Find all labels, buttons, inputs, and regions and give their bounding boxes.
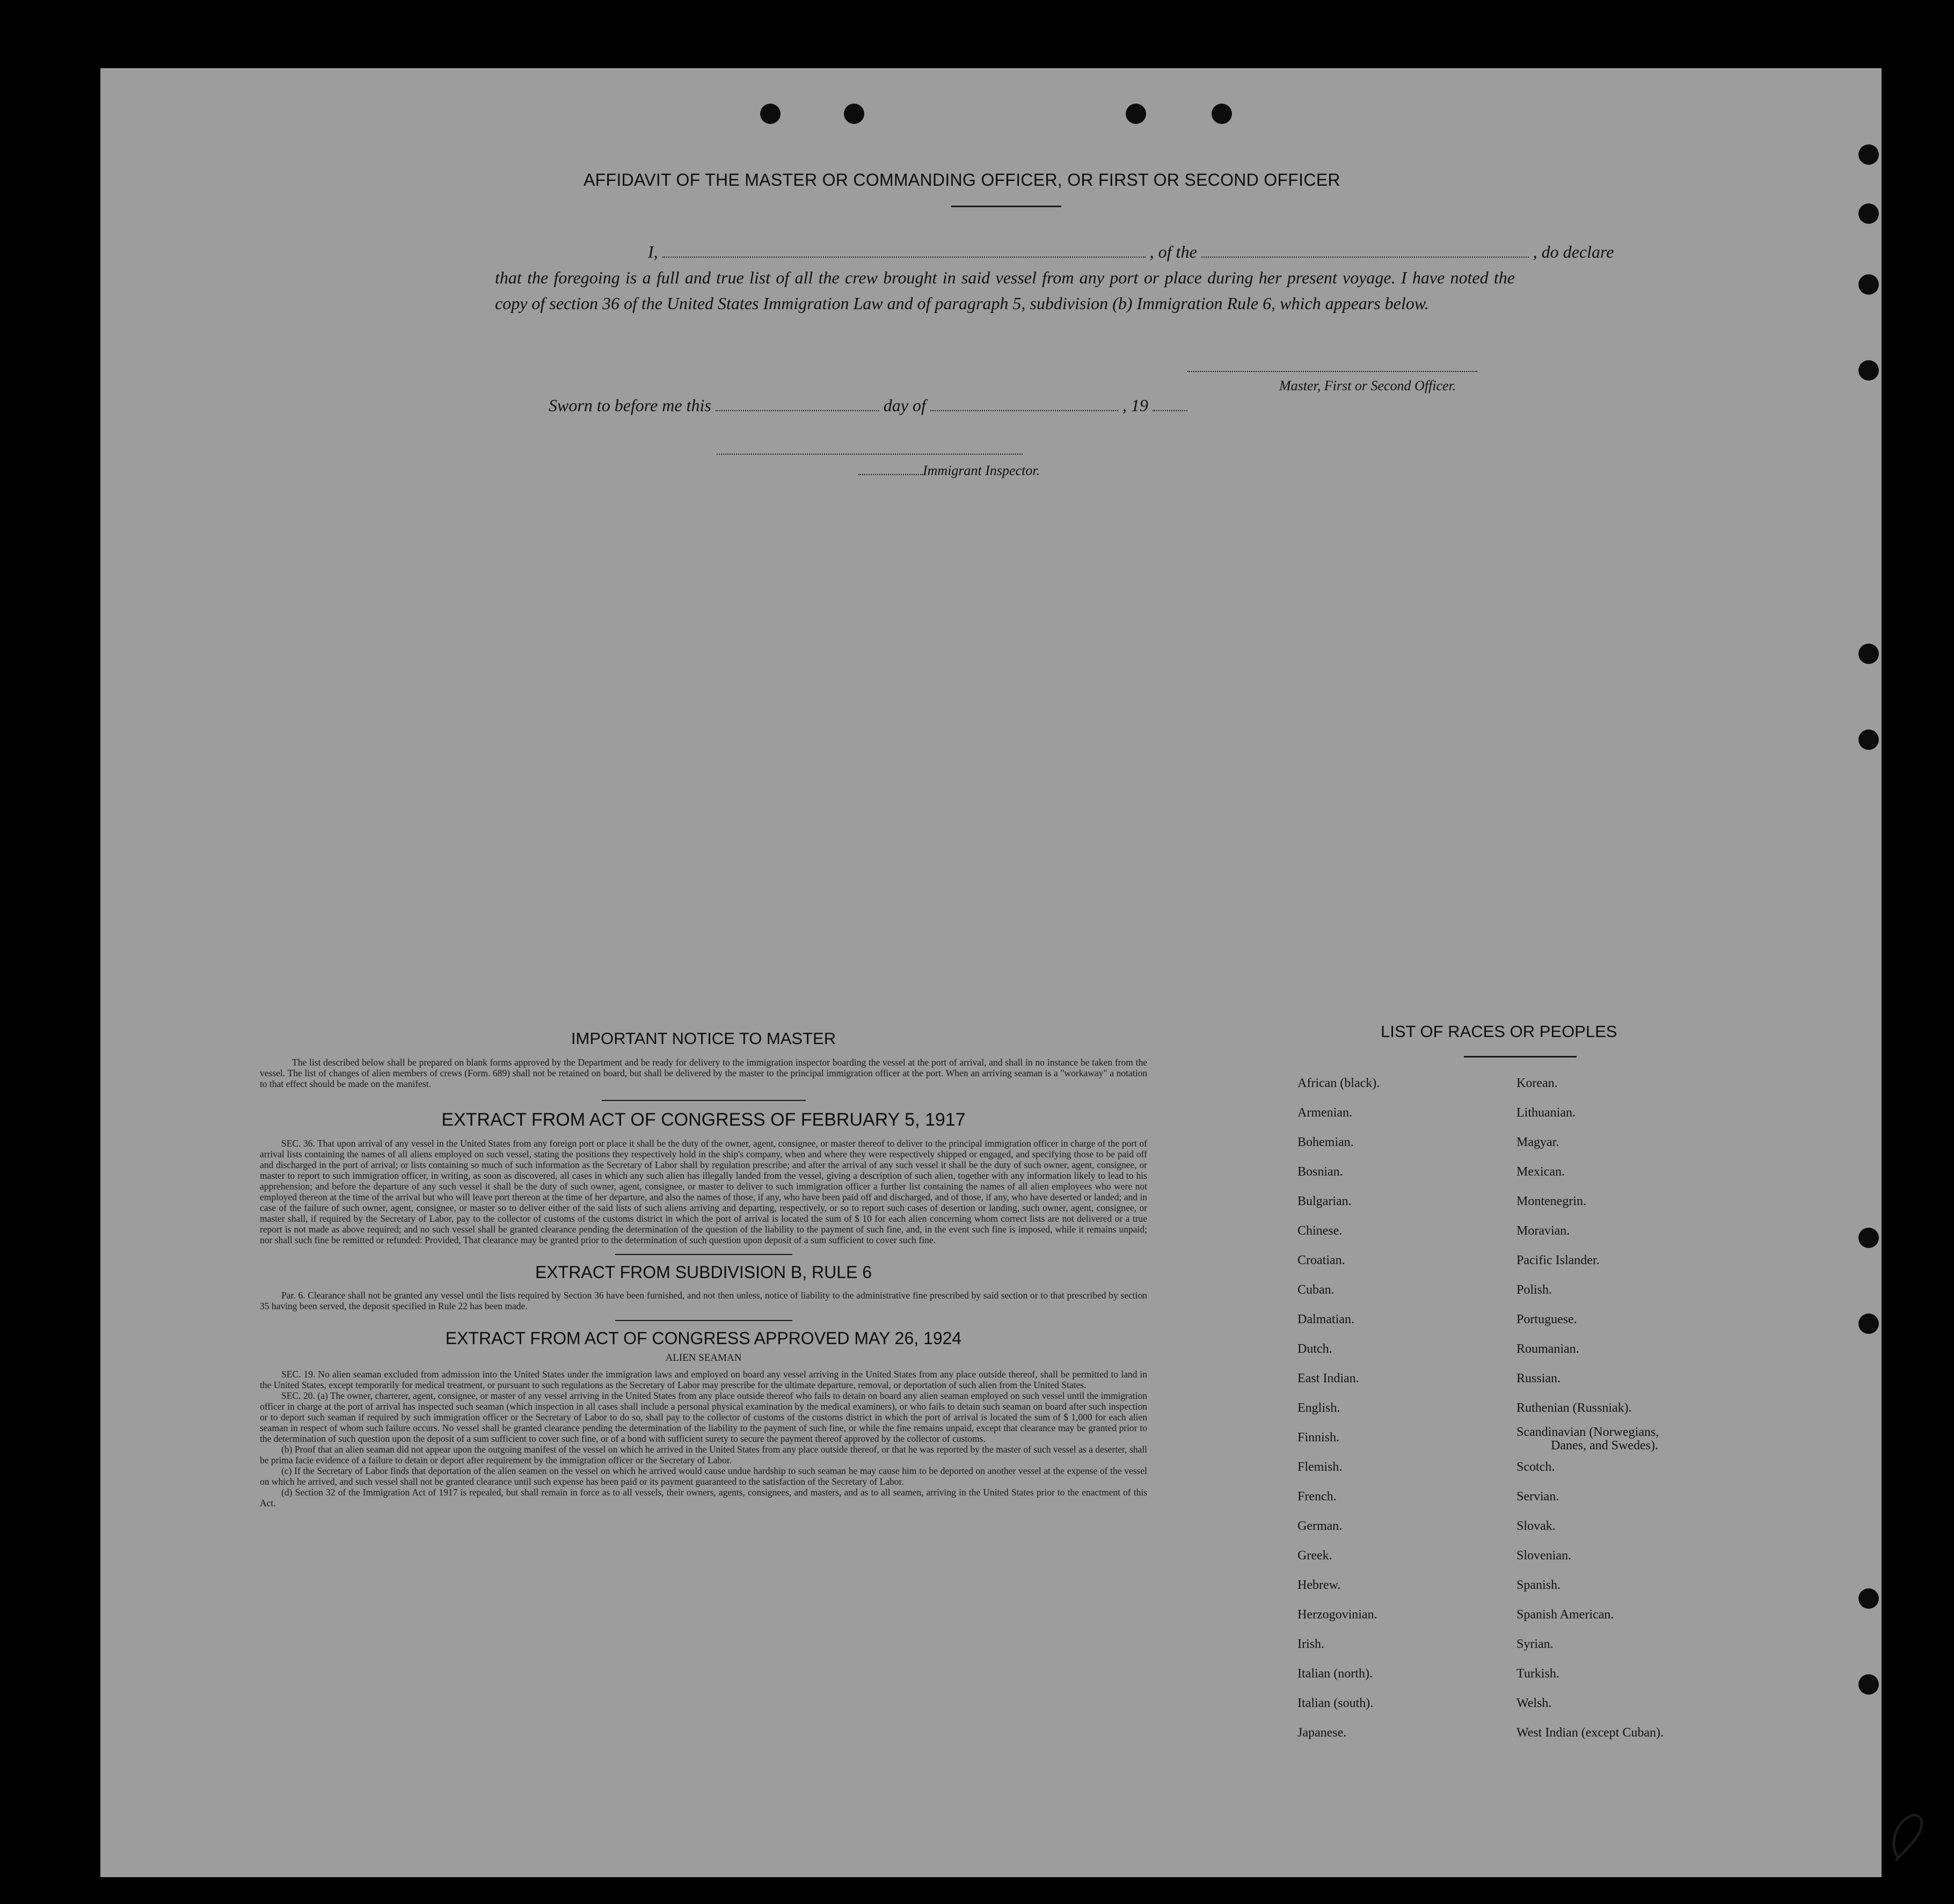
- race-item: Montenegrin.: [1516, 1194, 1586, 1208]
- race-item: Slovenian.: [1516, 1549, 1571, 1563]
- sworn-day-of: day of: [883, 396, 926, 415]
- inspector-signature-label: [858, 458, 1040, 484]
- declaration-of-the: , of the: [1149, 242, 1197, 261]
- race-item: Finnish.: [1297, 1431, 1340, 1445]
- races-right-column: [1516, 1076, 1763, 1833]
- legal-notices-column: [260, 1018, 1147, 1508]
- declaration-declare: , do declare: [1533, 242, 1614, 261]
- master-signature-line[interactable]: [1187, 371, 1477, 372]
- declaration-body: that the foregoing is a full and true list of all the crew brought in said vessel from any port or place during her present voyage. I have noted the copy of section 36 of the United States Immigration Law and of paragraph 5, subdivision (b) Immigration Rule 6, which appears below.: [495, 268, 1515, 313]
- race-item: Hebrew.: [1297, 1578, 1341, 1592]
- race-item: Polish.: [1516, 1283, 1552, 1297]
- extract-1924-subtitle: ALIEN SEAMAN: [665, 1352, 742, 1363]
- race-item: Irish.: [1297, 1637, 1324, 1651]
- master-signature-label: Master, First or Second Officer.: [1279, 378, 1456, 393]
- race-item: Portuguese.: [1516, 1312, 1577, 1326]
- race-item: German.: [1297, 1519, 1343, 1533]
- race-item: English.: [1297, 1401, 1340, 1415]
- race-item: Italian (south).: [1297, 1696, 1374, 1710]
- race-item: Dutch.: [1297, 1342, 1332, 1356]
- race-item: Lithuanian.: [1516, 1106, 1576, 1120]
- punch-hole: [1858, 644, 1879, 664]
- sworn-line: [549, 392, 1187, 418]
- sworn-year-field[interactable]: [1153, 410, 1187, 411]
- declaration-i: I,: [648, 242, 658, 261]
- race-item: Dalmatian.: [1297, 1312, 1354, 1326]
- race-item: Armenian.: [1297, 1106, 1352, 1120]
- notice-text: The list described below shall be prepared on blank forms approved by the Department and be ready for delivery to the immigration inspector boarding the vessel at the port of arrival, and shall in no instance be taken from the vessel. The list of changes of alien members of crews (Form. 689) shall not be retained on board, but shall be delivered by the master to the principal immigration officer at the port. When an arriving seaman is a "workaway" a notation to that effect should be made on the manifest.: [260, 1057, 1147, 1089]
- race-item: Moravian.: [1516, 1224, 1570, 1238]
- race-item: Herzogovinian.: [1297, 1608, 1377, 1622]
- extract-1917-title: EXTRACT FROM ACT OF CONGRESS OF FEBRUARY 5, 1917: [441, 1110, 966, 1130]
- sec20b-text: (b) Proof that an alien seaman did not appear upon the outgoing manifest of the vessel on which he arrived in the United States from any place outside thereof, or that he was reported by the master of such vessel as a deserter, shall be prima facie evidence of a failure to detain or deport after requirement by the immigration officer or the Secretary of Labor.: [260, 1444, 1147, 1465]
- section-divider: [615, 1320, 792, 1321]
- race-item: Spanish.: [1516, 1578, 1561, 1592]
- declaration-line: [549, 239, 1617, 265]
- punch-hole: [1858, 1674, 1879, 1695]
- race-item: Japanese.: [1297, 1726, 1347, 1740]
- race-item: Turkish.: [1516, 1667, 1559, 1681]
- punch-hole: [1858, 729, 1879, 750]
- race-item: African (black).: [1297, 1076, 1380, 1090]
- race-item: Greek.: [1297, 1549, 1332, 1563]
- race-item: Scotch.: [1516, 1460, 1555, 1474]
- vessel-field[interactable]: [1201, 257, 1529, 258]
- race-item: East Indian.: [1297, 1372, 1359, 1385]
- races-divider: [1464, 1056, 1577, 1057]
- sec19-text: SEC. 19. No alien seaman excluded from admission into the United States under the immigration laws and employed on board any vessel arriving in the United States from any place outside thereof, shall be permitted to land in the United States, except temporarily for medical treatment, or pursuant to such regulations as the Secretary of Labor may prescribe for the ultimate departure, removal, or deportation of such alien from the United States.: [260, 1369, 1147, 1390]
- race-item: Cuban.: [1297, 1283, 1335, 1297]
- race-item: Welsh.: [1516, 1696, 1552, 1710]
- punch-hole: [1212, 104, 1232, 124]
- sec20c-text: (c) If the Secretary of Labor finds that deportation of the alien seamen on the vessel on which he arrived would cause undue hardship to such seaman he may cause him to be deported on another vessel at the expense of the vessel on which he arrived, and such vessel shall not be granted clearance until such expense has been paid or its payment guaranteed to the satisfaction of the Secretary of Labor.: [260, 1465, 1147, 1487]
- sworn-month-field[interactable]: [930, 410, 1118, 411]
- race-item: Magyar.: [1516, 1135, 1559, 1149]
- race-item: Mexican.: [1516, 1165, 1565, 1179]
- section-divider: [615, 1254, 792, 1255]
- handwritten-mark: [1883, 1807, 1931, 1866]
- races-left-column: [1297, 1076, 1501, 1833]
- race-item: Syrian.: [1516, 1637, 1554, 1651]
- extract-1924-title: EXTRACT FROM ACT OF CONGRESS APPROVED MAY 26, 1924: [445, 1329, 962, 1348]
- document-page: [100, 68, 1882, 1877]
- race-item: Pacific Islander.: [1516, 1253, 1600, 1267]
- extract-rule6-text: Par. 6. Clearance shall not be granted any vessel until the lists required by Section 36 have been furnished, and not then unless, notice of liability to the administrative fine prescribed by said section or to that prescribed by section 35 having been served, the deposit specified in Rule 22 has been made.: [260, 1290, 1147, 1311]
- race-item: Italian (north).: [1297, 1667, 1373, 1681]
- race-item: Servian.: [1516, 1490, 1559, 1504]
- race-item: Scandinavian (Norwegians,: [1516, 1425, 1659, 1439]
- sec20a-text: SEC. 20. (a) The owner, charterer, agent, consignee, or master of any vessel arriving in the United States from any place outside thereof who fails to detain on board any alien seaman employed on such vessel until the immigration officer in charge at the port of arrival has inspected such seaman (which inspection in all cases shall include a personal physical examination by the medical examiners), or who fails to detain such seaman on board after such inspection or to deport such seaman if required by such immigration officer or the Secretary of Labor to do so, shall pay to the collector of customs of the customs district in which the port of arrival is located the sum of $ 1,000 for each alien seaman in respect of whom such failure occurs. No vessel shall be granted clearance pending the determination of the liability to the payment of such fine, or while the fine remains unpaid, except that clearance may be granted prior to the determination of such question upon the deposit of a sum sufficient to cover such fine, or of a bond with sufficient surety to secure the payment thereof approved by the collector of customs.: [260, 1390, 1147, 1444]
- race-item: Bosnian.: [1297, 1165, 1343, 1179]
- punch-hole: [1858, 1228, 1879, 1248]
- sworn-year: , 19: [1122, 396, 1148, 415]
- punch-hole: [1858, 203, 1879, 224]
- race-item: Croatian.: [1297, 1253, 1345, 1267]
- race-item: Danes, and Swedes).: [1551, 1439, 1658, 1453]
- punch-hole: [1858, 144, 1879, 165]
- inspector-label-text: Immigrant Inspector.: [923, 463, 1040, 478]
- race-item: Roumanian.: [1516, 1342, 1579, 1356]
- sworn-prefix: Sworn to before me this: [549, 396, 711, 415]
- race-item: Russian.: [1516, 1372, 1561, 1385]
- punch-hole: [1126, 104, 1146, 124]
- race-item: Ruthenian (Russniak).: [1516, 1401, 1632, 1415]
- race-item: West Indian (except Cuban).: [1516, 1726, 1664, 1740]
- sec20d-text: (d) Section 32 of the Immigration Act of 1917 is repealed, but shall remain in force as to all vessels, their owners, agents, consignees, and masters, and as to all seamen, arriving in the United States prior to the enactment of this Act.: [260, 1487, 1147, 1508]
- punch-hole: [1858, 360, 1879, 381]
- punch-hole: [760, 104, 781, 124]
- race-item: Bulgarian.: [1297, 1194, 1352, 1208]
- race-item: Bohemian.: [1297, 1135, 1354, 1149]
- punch-hole: [1858, 274, 1879, 295]
- race-item: Slovak.: [1516, 1519, 1556, 1533]
- race-item: Flemish.: [1297, 1460, 1343, 1474]
- title-divider: [951, 206, 1061, 207]
- notice-title: IMPORTANT NOTICE TO MASTER: [571, 1029, 836, 1048]
- races-title: LIST OF RACES OR PEOPLES: [1381, 1022, 1617, 1041]
- affidavit-title: AFFIDAVIT OF THE MASTER OR COMMANDING OFFICER, OR FIRST OR SECOND OFFICER: [584, 170, 1340, 189]
- race-item: Korean.: [1516, 1076, 1558, 1090]
- punch-hole: [1858, 1588, 1879, 1609]
- punch-hole: [1858, 1314, 1879, 1334]
- race-item: Chinese.: [1297, 1224, 1343, 1238]
- punch-hole: [844, 104, 864, 124]
- race-item: Spanish American.: [1516, 1608, 1614, 1622]
- section-divider: [602, 1100, 806, 1101]
- extract-rule6-title: EXTRACT FROM SUBDIVISION B, RULE 6: [535, 1263, 872, 1282]
- name-field[interactable]: [662, 257, 1146, 258]
- extract-1917-text: SEC. 36. That upon arrival of any vessel in the United States from any foreign port or place it shall be the duty of the owner, agent, consignee, or master thereof to deliver to the principal immigration officer in charge of the port of arrival lists containing the names of all aliens employed on such vessel, stating the positions they respectively hold in the ship's company, when and where they were respectively shipped or engaged, and specifying those to be paid off and discharged in the port of arrival; or lists containing so much of such information as the Secretary of Labor shall by regulation prescribe; and after the arrival of any such vessel it shall be the duty of such owner, agent, consignee, or master to report to such immigration officer, in writing, as soon as discovered, all cases in which any such alien has illegally landed from the vessel, giving a description of such alien, together with any information likely to lead to his apprehension; and before the departure of any such vessel it shall be the duty of such owner, agent, consignee, or master to deliver to such immigration officer a further list containing the names of all alien employees who were not employed thereon at the time of the arrival but who will leave port thereon at the time of her departure, and also the names of those, if any, who have been paid off and discharged, and of those, if any, who have deserted or landed; and in case of the failure of such owner, agent, consignee, or master so to deliver either of the said lists of such aliens arriving and departing, respectively, or so to report such cases of desertion or landing, such owner, agent, consignee, or master shall, if required by the Secretary of Labor, pay to the collector of customs of the customs district in which the port of arrival is located the sum of $ 10 for each alien concerning whom correct lists are not delivered or a true report is not made as above required; and no such vessel shall be granted clearance pending the determination of the question of the liability to the payment of such fine, and, in the event such fine is imposed, while it remains unpaid; nor shall such fine be remitted or refunded: Provided, That clearance may be granted prior to the determination of such question upon deposit of a sum sufficient to cover such fine.: [260, 1138, 1147, 1245]
- inspector-signature-line[interactable]: [717, 454, 1023, 455]
- race-item: French.: [1297, 1490, 1337, 1504]
- sworn-day-field[interactable]: [716, 410, 879, 411]
